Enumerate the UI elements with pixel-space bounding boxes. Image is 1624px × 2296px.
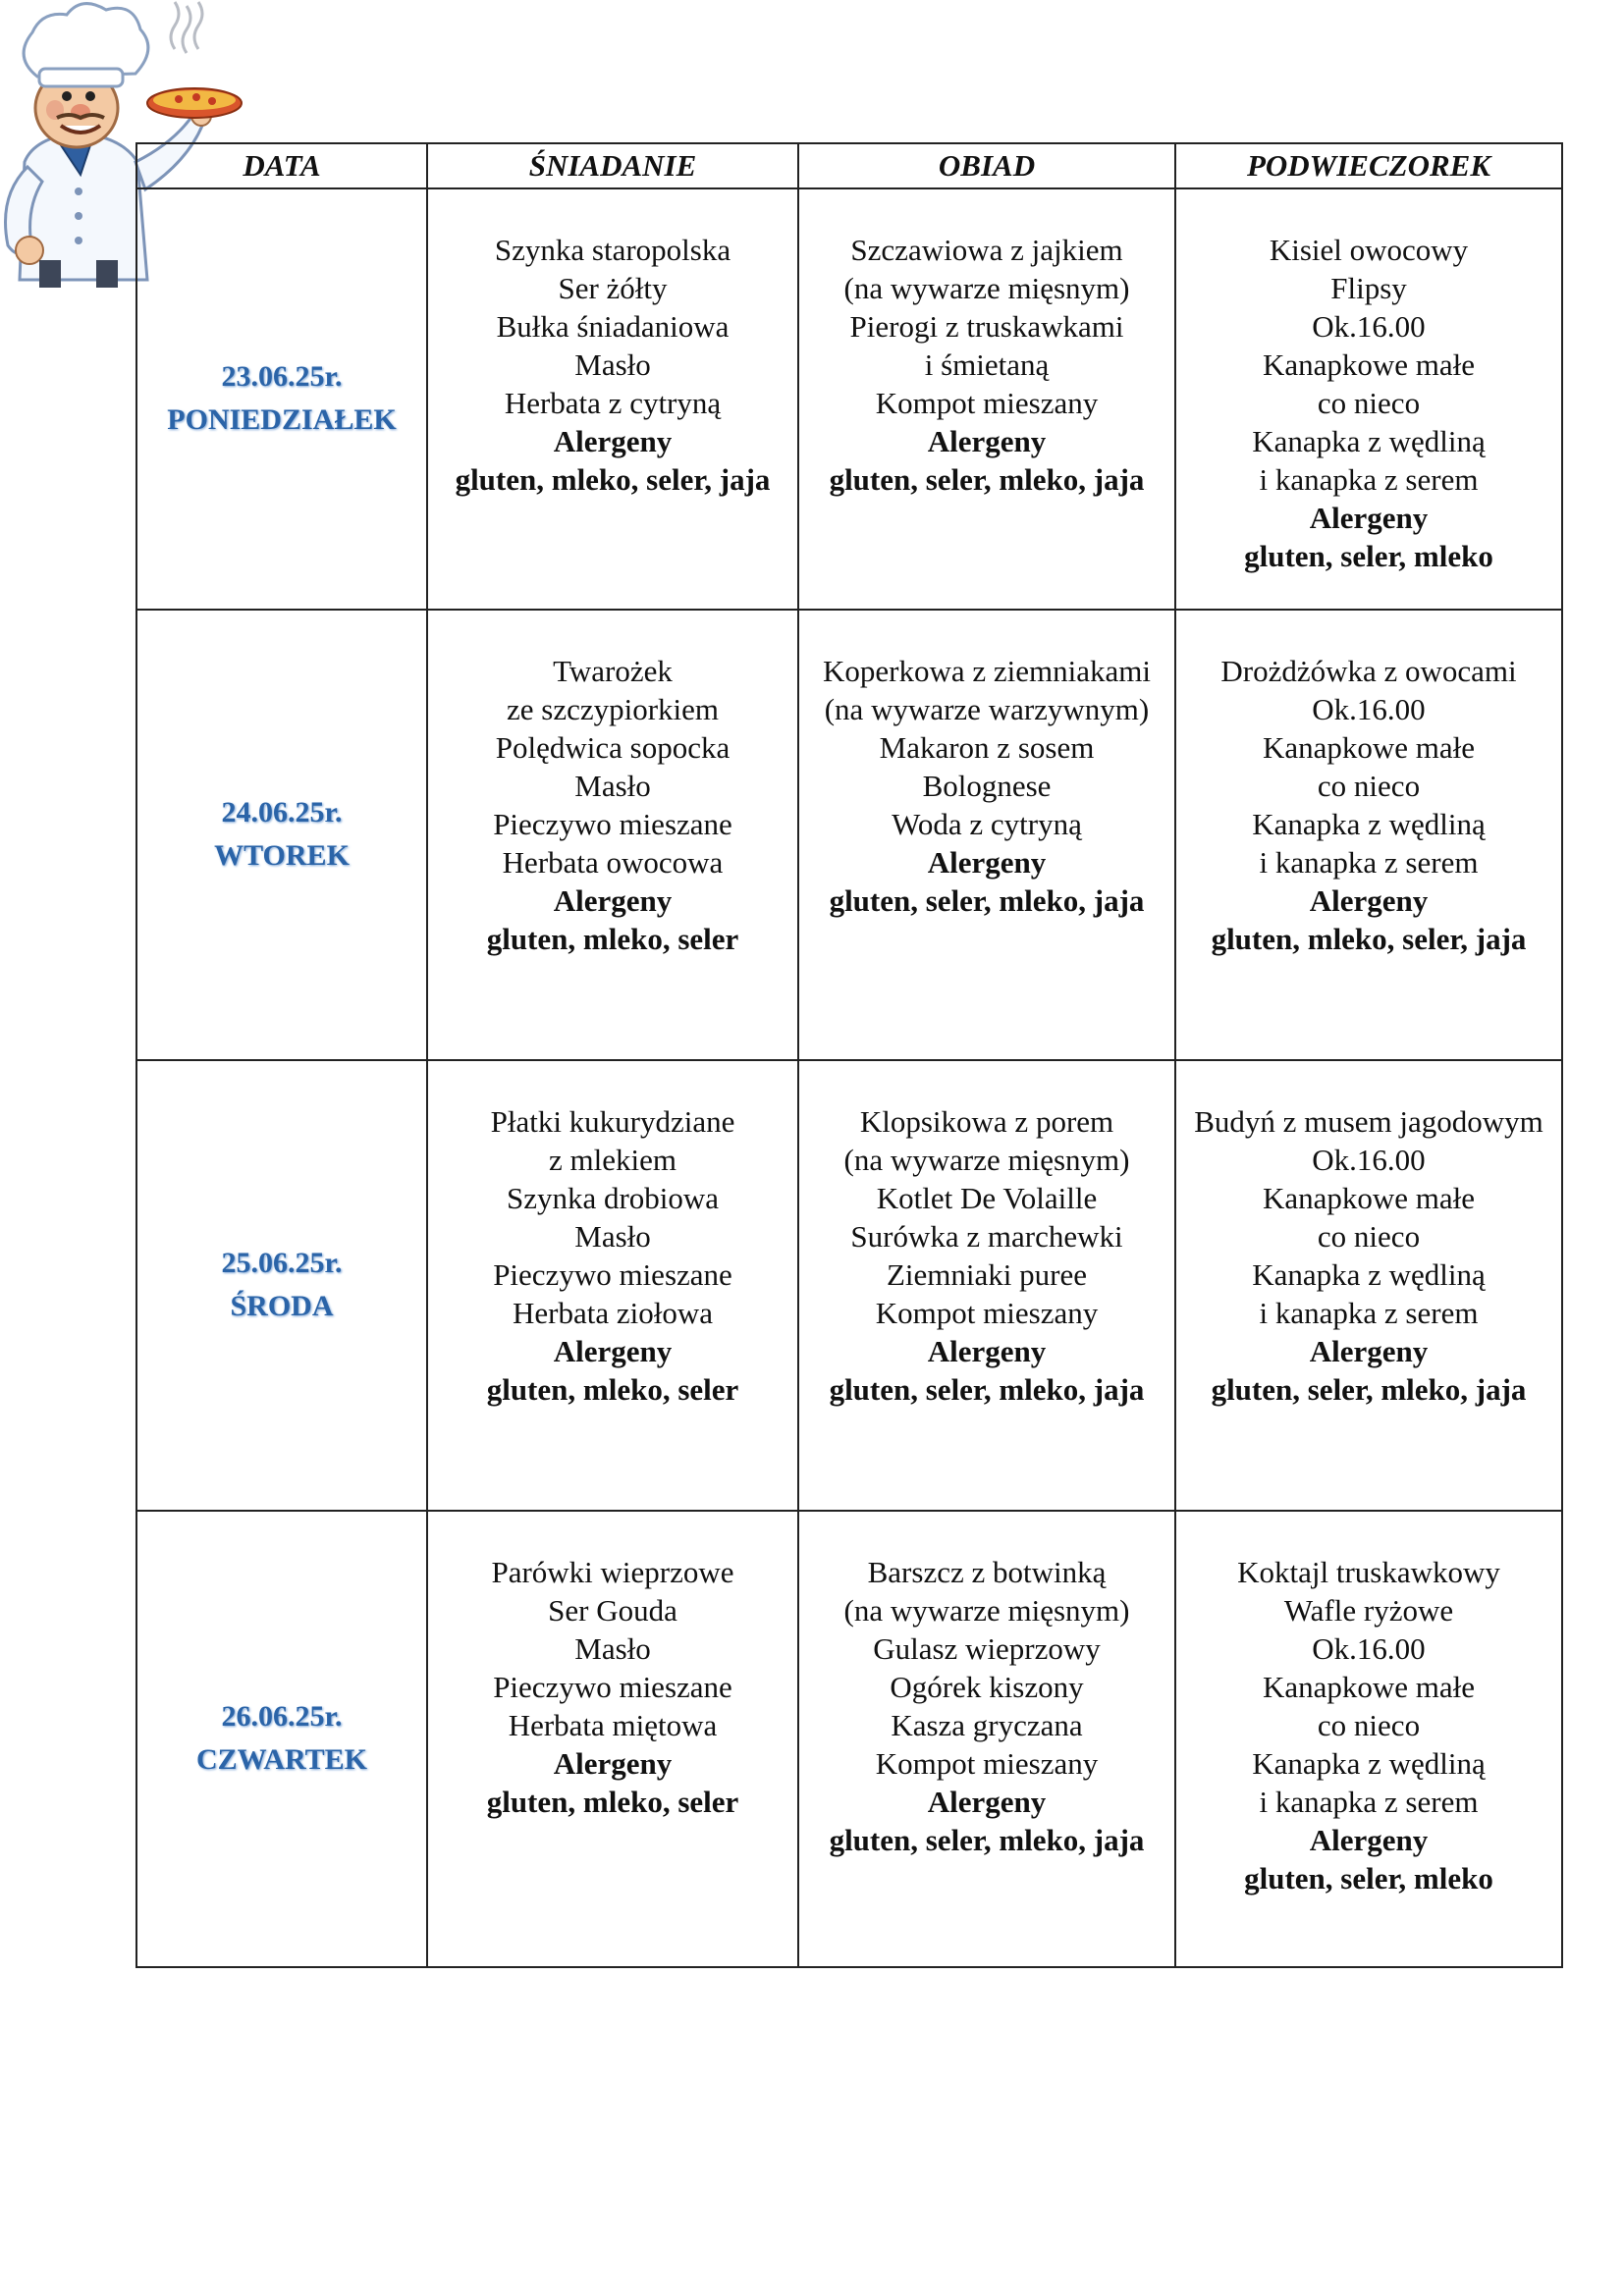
lunch-cell <box>798 188 1175 610</box>
menu-item: Herbata ziołowa <box>513 1296 713 1330</box>
weekly-menu-table <box>135 142 1563 1968</box>
menu-item: i kanapka z serem <box>1259 1785 1479 1819</box>
menu-item: Masło <box>574 1219 651 1254</box>
menu-item: Parówki wieprzowe <box>491 1555 734 1589</box>
menu-item: (na wywarze warzywnym) <box>824 692 1150 726</box>
allergen-list: gluten, mleko, seler <box>486 922 739 956</box>
day-date: 23.06.25r. <box>221 360 343 393</box>
menu-item: Koktajl truskawkowy <box>1237 1555 1500 1589</box>
menu-item: Kanapkowe małe <box>1262 347 1476 382</box>
menu-item: Herbata owocowa <box>502 845 724 880</box>
menu-header-row <box>136 143 1562 188</box>
menu-day-row <box>136 1511 1562 1967</box>
allergen-list: gluten, mleko, seler, jaja <box>455 462 771 497</box>
header-breakfast: ŚNIADANIE <box>427 143 798 188</box>
menu-item: Flipsy <box>1330 271 1407 305</box>
menu-item: Budyń z musem jagodowym <box>1194 1104 1543 1139</box>
menu-item: Makaron z sosem <box>879 730 1095 765</box>
allergen-label: Alergeny <box>553 424 673 458</box>
menu-item: Masło <box>574 1631 651 1666</box>
menu-item: Herbata z cytryną <box>504 386 722 420</box>
menu-item: Szynka drobiowa <box>506 1181 720 1215</box>
breakfast-cell <box>427 1060 798 1511</box>
allergen-label: Alergeny <box>927 845 1047 880</box>
menu-item: Kanapka z wędliną <box>1252 807 1486 841</box>
menu-item: Pieczywo mieszane <box>493 807 732 841</box>
menu-item: Kanapka z wędliną <box>1252 424 1486 458</box>
day-name: WTOREK <box>214 839 350 872</box>
menu-item: Woda z cytryną <box>892 807 1082 841</box>
day-name: ŚRODA <box>230 1290 334 1322</box>
breakfast-cell <box>427 610 798 1060</box>
menu-item: i kanapka z serem <box>1259 462 1479 497</box>
allergen-label: Alergeny <box>1309 1823 1429 1857</box>
menu-item: Twarożek <box>553 654 673 688</box>
menu-item: Masło <box>574 347 651 382</box>
allergen-label: Alergeny <box>1309 883 1429 918</box>
menu-item: Bułka śniadaniowa <box>496 309 730 344</box>
allergen-list: gluten, seler, mleko, jaja <box>829 462 1145 497</box>
breakfast-cell <box>427 188 798 610</box>
menu-item: Pieczywo mieszane <box>493 1670 732 1704</box>
allergen-label: Alergeny <box>927 1334 1047 1368</box>
menu-item: Ogórek kiszony <box>890 1670 1084 1704</box>
menu-item: Ok.16.00 <box>1312 309 1426 344</box>
menu-item: Kanapkowe małe <box>1262 730 1476 765</box>
allergen-list: gluten, mleko, seler <box>486 1785 739 1819</box>
menu-item: z mlekiem <box>549 1143 677 1177</box>
header-lunch: OBIAD <box>798 143 1175 188</box>
menu-item: Kotlet De Volaille <box>876 1181 1098 1215</box>
menu-item: Ser żółty <box>558 271 668 305</box>
allergen-label: Alergeny <box>1309 1334 1429 1368</box>
menu-item: Kompot mieszany <box>875 1296 1099 1330</box>
day-cell <box>136 610 427 1060</box>
allergen-label: Alergeny <box>927 424 1047 458</box>
menu-item: Wafle ryżowe <box>1283 1593 1454 1628</box>
breakfast-cell <box>427 1511 798 1967</box>
menu-item: (na wywarze mięsnym) <box>843 271 1130 305</box>
menu-item: Ok.16.00 <box>1312 1631 1426 1666</box>
menu-item: Polędwica sopocka <box>495 730 731 765</box>
menu-item: (na wywarze mięsnym) <box>843 1143 1130 1177</box>
allergen-list: gluten, mleko, seler <box>486 1372 739 1407</box>
menu-item: Szczawiowa z jajkiem <box>850 233 1123 267</box>
menu-item: Koperkowa z ziemniakami <box>823 654 1151 688</box>
menu-item: i kanapka z serem <box>1259 845 1479 880</box>
day-cell <box>136 188 427 610</box>
menu-item: i śmietaną <box>924 347 1050 382</box>
menu-item: Masło <box>574 769 651 803</box>
day-date: 25.06.25r. <box>221 1247 343 1279</box>
menu-item: Kompot mieszany <box>875 1746 1099 1781</box>
menu-item: Szynka staropolska <box>494 233 731 267</box>
snack-cell <box>1175 610 1562 1060</box>
snack-cell <box>1175 1060 1562 1511</box>
menu-item: Kisiel owocowy <box>1269 233 1469 267</box>
menu-item: Ziemniaki puree <box>887 1257 1087 1292</box>
menu-item: ze szczypiorkiem <box>506 692 720 726</box>
day-date: 24.06.25r. <box>221 796 343 828</box>
day-name: CZWARTEK <box>196 1743 367 1776</box>
snack-cell <box>1175 1511 1562 1967</box>
allergen-list: gluten, seler, mleko <box>1244 539 1493 573</box>
header-date: DATA <box>136 143 427 188</box>
menu-item: co nieco <box>1317 1219 1421 1254</box>
menu-item: Pierogi z truskawkami <box>849 309 1124 344</box>
lunch-cell <box>798 1060 1175 1511</box>
menu-item: Drożdżówka z owocami <box>1220 654 1517 688</box>
header-snack: PODWIECZOREK <box>1175 143 1562 188</box>
menu-item: i kanapka z serem <box>1259 1296 1479 1330</box>
menu-item: co nieco <box>1317 386 1421 420</box>
allergen-list: gluten, seler, mleko, jaja <box>829 883 1145 918</box>
menu-item: Herbata miętowa <box>508 1708 718 1742</box>
menu-item: Kanapka z wędliną <box>1252 1746 1486 1781</box>
menu-item: Barszcz z botwinką <box>867 1555 1107 1589</box>
day-name: PONIEDZIAŁEK <box>167 403 397 436</box>
menu-item: Ok.16.00 <box>1312 692 1426 726</box>
menu-item: co nieco <box>1317 769 1421 803</box>
allergen-label: Alergeny <box>553 1334 673 1368</box>
menu-item: Surówka z marchewki <box>850 1219 1123 1254</box>
menu-item: Kanapkowe małe <box>1262 1670 1476 1704</box>
menu-item: co nieco <box>1317 1708 1421 1742</box>
allergen-list: gluten, seler, mleko, jaja <box>829 1372 1145 1407</box>
menu-item: Ser Gouda <box>548 1593 677 1628</box>
allergen-list: gluten, seler, mleko, jaja <box>1211 1372 1527 1407</box>
allergen-list: gluten, seler, mleko, jaja <box>829 1823 1145 1857</box>
snack-cell <box>1175 188 1562 610</box>
menu-day-row <box>136 1060 1562 1511</box>
menu-item: (na wywarze mięsnym) <box>843 1593 1130 1628</box>
menu-day-row <box>136 610 1562 1060</box>
menu-item: Kanapka z wędliną <box>1252 1257 1486 1292</box>
lunch-cell <box>798 1511 1175 1967</box>
menu-item: Kasza gryczana <box>891 1708 1083 1742</box>
menu-item: Pieczywo mieszane <box>493 1257 732 1292</box>
allergen-list: gluten, seler, mleko <box>1244 1861 1493 1896</box>
day-date: 26.06.25r. <box>221 1700 343 1733</box>
menu-item: Bolognese <box>922 769 1052 803</box>
menu-item: Ok.16.00 <box>1312 1143 1426 1177</box>
menu-item: Gulasz wieprzowy <box>873 1631 1101 1666</box>
menu-item: Płatki kukurydziane <box>490 1104 735 1139</box>
allergen-list: gluten, mleko, seler, jaja <box>1211 922 1527 956</box>
allergen-label: Alergeny <box>1309 501 1429 535</box>
day-cell <box>136 1511 427 1967</box>
menu-day-row <box>136 188 1562 610</box>
allergen-label: Alergeny <box>927 1785 1047 1819</box>
allergen-label: Alergeny <box>553 883 673 918</box>
menu-item: Klopsikowa z porem <box>859 1104 1114 1139</box>
menu-item: Kanapkowe małe <box>1262 1181 1476 1215</box>
allergen-label: Alergeny <box>553 1746 673 1781</box>
menu-item: Kompot mieszany <box>875 386 1099 420</box>
day-cell <box>136 1060 427 1511</box>
lunch-cell <box>798 610 1175 1060</box>
